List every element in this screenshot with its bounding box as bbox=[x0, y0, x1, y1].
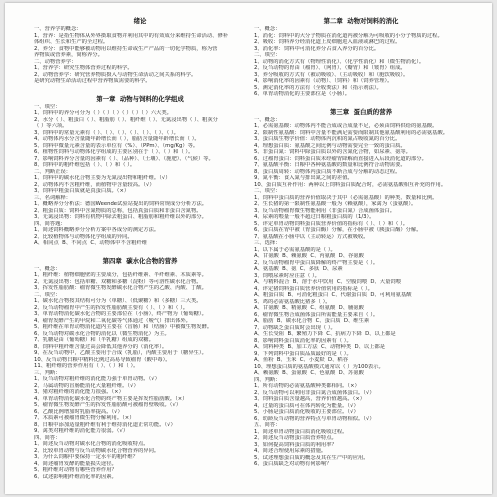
text-line: 2、反刍动物的胃由（瘤胃）、（网胃）、（瓣胃）和（皱胃）组成。 bbox=[254, 65, 406, 71]
text-line: 养物质或营养素，简称养分。 bbox=[34, 52, 103, 58]
text-line: 4、动物体内水分含量随年龄增长而（ ），脂肪含量随年龄增长而（ ）。 bbox=[34, 136, 200, 142]
text-line: 4、简述瘤胃发酵的能量损失途径。 bbox=[34, 460, 117, 467]
text-line: 5、非蛋白氮：饲料中除蛋白质以外的含氮化合物，如尿素、氨等。 bbox=[254, 149, 411, 155]
text-line: 四、简答： bbox=[34, 434, 61, 441]
text-line: 二、填空： bbox=[254, 52, 281, 58]
text-line: 4、尿素的喂量一般不超过日粮粗蛋白质的（1/3）。 bbox=[254, 214, 375, 220]
text-line: 7、氨基酸在小肠中以（主动转运）方式被吸收。 bbox=[254, 233, 369, 240]
text-line: 1、必需氨基酸：动物体内不能合成或合成量不足，必须由饲料供给的氨基酸。 bbox=[254, 123, 438, 129]
chapter-title: 第四章 碳水化合物的营养 bbox=[102, 256, 178, 265]
text-line: 5、测定消化率的方法有（全收粪法）和（指示剂法）。 bbox=[254, 84, 382, 91]
text-line: 1、粗纤维：植物细胞壁的主要成分，包括纤维素、半纤维素、木质素等。 bbox=[34, 272, 207, 278]
text-line: 9、氮平衡：食入氮与排出氮之间的差值。 bbox=[254, 175, 353, 181]
text-line: 一、概念： bbox=[34, 265, 61, 272]
text-line: 4、理想蛋白质：氨基酸之间比例与动物需要完全一致的蛋白质。 bbox=[254, 142, 406, 149]
text-line: 5、瘤胃微生物发酵产生的挥发性脂肪酸可被瘤胃壁吸收。（√） bbox=[34, 402, 182, 408]
text-line: 2、马属动物的盲肠能消化大量粗纤维。（√） bbox=[34, 382, 139, 389]
text-line: A、生长受阻 B、繁殖力下降 C、抗病力下降 D、以上都是 bbox=[254, 331, 396, 337]
text-line: 3、反刍动物瘤胃微生物能利用（非蛋白氮）合成菌体蛋白。 bbox=[254, 207, 396, 214]
text-line: 8、蛋白质周转：动物体内蛋白质不断合成与分解的动态过程。 bbox=[254, 168, 401, 175]
text-line: 2、动物体内不含粗纤维，而植物中含量较高。（√） bbox=[34, 181, 155, 188]
text-line: 6、植物性饲料与动物体化学组成的主要区别在于（ ）、（ ）和（ ）。 bbox=[34, 149, 194, 155]
text-line: 三、选择： bbox=[254, 240, 281, 246]
text-line: 是研究动物生命活动过程中营养物质需要的科学。 bbox=[34, 78, 151, 84]
text-line: 4、评定猪饲料蛋白质营养价值常用的指标是（ ）。 bbox=[254, 285, 373, 292]
chapter-title: 第二章 动物对饲料的消化 bbox=[323, 17, 399, 25]
text-line: 4、简述合理使用尿素的措施。 bbox=[254, 448, 327, 454]
text-line: 8、影响饲料蛋白质消化率的因素有（ ）。 bbox=[254, 337, 352, 344]
text-line: 1、饲料中蛋白质的营养价值取决于其中（必需氨基酸）的种类、数量和比例。 bbox=[254, 194, 438, 201]
text-line: 2、限制性氨基酸：饲料中含量不能满足需要而限制其他氨基酸利用的必需氨基酸。 bbox=[254, 129, 449, 136]
text-line: 1、简述单胃动物蛋白质消化吸收过程。 bbox=[254, 428, 348, 435]
text-line: 4、过量的蛋白质可在体内转化为能量。（√） bbox=[254, 402, 359, 409]
text-line: 10、理想蛋白质的氨基酸模式通常以（ ）为100表示。 bbox=[254, 363, 384, 370]
text-line: 7、影响饲料养分含量的因素有（ ）、（品种）、（土壤）、（施肥）、（气候）等。 bbox=[34, 155, 214, 162]
text-line: A、粗蛋白质 B、可消化粗蛋白 C、代谢蛋白质 D、可利用氨基酸 bbox=[254, 292, 412, 298]
text-line: 8、日粮中添加适量粗纤维有利于维持消化道正常功能。（√） bbox=[34, 421, 176, 428]
text-line: 一、营养学的概念： bbox=[34, 26, 82, 32]
text-line: 1、反刍动物对粗纤维的消化能力强于单胃动物。（√） bbox=[34, 376, 160, 382]
text-line: 1、简述饲料概略养分分析方案中各成分的测定方法。 bbox=[34, 227, 160, 233]
text-line: A、甘氨酸 B、赖氨酸 C、丙氨酸 D、谷氨酸 bbox=[254, 253, 364, 259]
text-line: 1、营养学：研究生物体营养过程的科学。 bbox=[34, 65, 133, 71]
text-line: 10、蛋白质互补作用：两种以上饲料蛋白质配合时，必需氨基酸相互补充的作用。 bbox=[254, 181, 447, 188]
text-line: A、甘氨酸 B、精氨酸 C、组氨酸 D、脯氨酸 bbox=[254, 305, 364, 311]
document-page bbox=[5, 3, 492, 494]
text-line: 2、无氮浸出物：包括单糖、双糖和多糖（淀粉）等可溶性碳水化合物。 bbox=[34, 278, 202, 285]
text-line: 2、比较植物体与动物体化学组成的异同。 bbox=[34, 233, 133, 240]
text-line: 7、动物缺乏蛋白质时会出现（ ）。 bbox=[254, 324, 336, 331]
text-line: 3、蛋白质生物学价值：动物体内沉积的氮占吸收氮的百分比。 bbox=[254, 136, 401, 142]
text-line: 7、氨基酸平衡：日粮中各种氨基酸的数量和比例符合动物需要。 bbox=[254, 162, 406, 168]
text-line: 1、消化：饲料中的大分子物质在消化道内被分解为可吸收的小分子物质的过程。 bbox=[254, 32, 443, 39]
text-line: 6、蛋白质在胃中被（胃蛋白酶）分解，在小肠中被（胰蛋白酶）分解。 bbox=[254, 227, 422, 233]
chapter-section bbox=[34, 257, 246, 481]
text-line: 2、反刍动物瘤胃中蛋白质降解的终产物主要是（ ）。 bbox=[254, 259, 379, 266]
text-line: 8、饲料中粗纤维含量过高会降低其他养分的（消化率）。 bbox=[34, 343, 168, 350]
text-line: 3、饲料蛋白质含量越高，营养价值越高。（×） bbox=[254, 396, 366, 402]
text-line: 5、粗纤维在单胃动物消化道内主要在（盲肠）和（结肠）中被微生物发酵。 bbox=[34, 324, 213, 330]
text-line: 7、木质素可被瘤胃微生物分解利用。（×） bbox=[34, 415, 135, 421]
text-line: 2、简述反刍动物蛋白质营养特点。 bbox=[254, 435, 337, 441]
text-line: 2、反刍动物瘤胃中产生的挥发性脂肪酸主要有（ ）、（ ）和（ ）。 bbox=[34, 304, 189, 311]
text-line: 6、蛋白质缺乏对动物有何影响？ bbox=[254, 461, 332, 467]
text-line: 二、填空： bbox=[254, 188, 281, 194]
text-line: 四、简答题： bbox=[34, 220, 66, 227]
text-line: A、饲料种类 B、加工方法 C、动物种类 D、以上都是 bbox=[254, 344, 386, 350]
text-line: 3、猪对粗纤维的消化能力很强。（×） bbox=[34, 389, 124, 395]
right-column bbox=[254, 17, 468, 489]
text-line: 2、吸收：饲料养分经消化道上皮细胞进入血液或淋巴的过程。 bbox=[254, 39, 401, 45]
text-line: 一、填空： bbox=[34, 103, 61, 110]
text-line: A、鱼粉 B、玉米 C、小麦麸 D、稻谷 bbox=[254, 357, 348, 363]
text-line: 3、饲料中粗蛋白质就是真蛋白质。（×） bbox=[34, 188, 130, 194]
text-line: 1、所有动物的必需氨基酸种类都相同。（×） bbox=[254, 383, 360, 389]
text-line: 3、为什么饲粮中要保持一定水平的粗纤维？ bbox=[34, 454, 139, 460]
text-line: 五、简答： bbox=[254, 422, 281, 428]
text-line: 5、评定单胃动物饲料蛋白质营养价值的指标有（ ）、（ ）和（ ）。 bbox=[254, 220, 409, 227]
text-line: 2、养分：食物中能够被动物用以维持生命或生产产品的一切化学物质，称为营 bbox=[34, 45, 218, 52]
text-line: 9、在反刍动物中，乙酸主要用于合成（乳脂），丙酸主要用于（糖异生）。 bbox=[34, 350, 207, 356]
text-line: 5、试述理想蛋白质的概念及其在生产中的应用。 bbox=[254, 454, 369, 461]
chapter-title: 绪论 bbox=[133, 17, 147, 25]
text-line: 9、禽类对粗纤维的消化能力很弱。（√） bbox=[34, 428, 129, 434]
text-line: 4、影响消化率的因素有（动物）、（饲料）和（饲养管理）。 bbox=[254, 78, 393, 84]
text-line: 1、饲料中的碳水化合物主要为无氮浸出物和粗纤维。（√） bbox=[34, 175, 171, 181]
text-line: 二、填空： bbox=[34, 291, 61, 298]
chapter-section bbox=[254, 108, 468, 468]
text-line: 6、瘤胃微生物合成菌体蛋白所需能量主要来自（ ）。 bbox=[254, 311, 379, 318]
text-line: 三、判断： bbox=[34, 369, 61, 376]
text-line: 8、饲料中的粗纤维包括（ ）、（ ）和（ ）。 bbox=[34, 162, 136, 168]
text-line: 1、以下属于必需氨基酸的是（ ）。 bbox=[254, 246, 336, 253]
text-line: 3、养分吸收的方式有（被动吸收）、（主动吸收）和（胞饮吸收）。 bbox=[254, 71, 409, 78]
text-line: 1、碳水化合物按其结构可分为（单糖）、（低聚糖）和（多糖）三大类。 bbox=[34, 298, 202, 304]
text-line: 1、简述反刍动物对碳水化合物的消化吸收特点。 bbox=[34, 441, 149, 447]
text-line: 4、单胃动物消化碳水化合物的终产物主要是挥发性脂肪酸。（×） bbox=[34, 395, 188, 402]
text-line: A、与精料混合 B、溶于水中饮用 C、空腹饲喂 D、大量饲喂 bbox=[254, 279, 401, 285]
text-line: 3、无氮浸出物：饲料有机物中除去粗蛋白、粗脂肪和粗纤维以外的部分。 bbox=[34, 214, 207, 220]
text-line: 3、如何提高饲料蛋白质的利用率？ bbox=[254, 441, 337, 448]
text-line: 7、乳糖是由（葡萄糖）和（半乳糖）组成的双糖。 bbox=[34, 337, 154, 343]
text-line: 2、粗蛋白质：饲料中含氮物质的总称，包括真蛋白质和非蛋白含氮物。 bbox=[34, 207, 202, 214]
text-line: 1、概略养分分析法：德国Weende试验站提出的饲料常规成分分析方法。 bbox=[34, 201, 208, 207]
text-line: 1、营养：是指生物体从外界摄取食物并利用其中的有效成分来维持生命活动、修补 bbox=[34, 32, 229, 39]
text-line: 一、概念： bbox=[254, 116, 281, 123]
text-line: 6、过瘤胃蛋白：饲料蛋白质未经瘤胃降解而直接进入后段消化道的部分。 bbox=[254, 155, 427, 162]
text-line: 6、乙酸比例增加时乳脂率提高。（√） bbox=[34, 408, 123, 415]
chapter-title: 第三章 蛋白质的营养 bbox=[330, 107, 392, 116]
chapter-section bbox=[254, 17, 468, 98]
chapter-section bbox=[34, 17, 246, 85]
text-line: 四、判断： bbox=[254, 376, 281, 383]
text-line: 6、反刍动物对碳水化合物的消化以（微生物消化）为主。 bbox=[34, 330, 170, 337]
text-line: 11、粗纤维的营养作用有（ ）、（ ）和（ ）。 bbox=[34, 363, 139, 369]
text-line: 6、试述影响粗纤维消化率的因素。 bbox=[34, 473, 117, 480]
text-line: A、脂肪 B、碳水化合物 C、蛋白质 D、维生素 bbox=[254, 318, 370, 324]
text-line: 3、挥发性脂肪酸：瘤胃微生物发酵碳水化合物产生的乙酸、丙酸、丁酸。 bbox=[34, 285, 207, 291]
text-line: 3、饲喂尿素时应注意（ ）。 bbox=[254, 272, 320, 279]
text-line: 二、判断正误： bbox=[34, 168, 72, 175]
text-line: 2、比较单胃动物与反刍动物碳水化合物营养的异同。 bbox=[34, 447, 160, 454]
chapter-section bbox=[34, 95, 246, 247]
text-line: 3、饲料中的常量元素有（ ）、（ ）、（ ）、（ ）、（ ）、（ ）、（ ）。 bbox=[34, 129, 179, 136]
text-line: 一、概念： bbox=[254, 26, 281, 32]
text-line: 1、动物的消化方式有（物理性消化）、（化学性消化）和（微生物消化）。 bbox=[254, 58, 425, 65]
text-line: 2、反刍动物可以利用非蛋白氮合成菌体蛋白。（√） bbox=[254, 389, 375, 396]
text-line: 4、瘤胃发酵产生的甲烷和二氧化碳等气体通过（嗳气）排出体外。 bbox=[34, 317, 191, 324]
left-column bbox=[34, 17, 246, 489]
text-line: （ ）等六项。 bbox=[34, 123, 68, 129]
text-line: 体组织、生长和生产的全过程。 bbox=[34, 39, 109, 45]
text-line: 10、反刍动物日粮中精料比例过高易导致瘤胃（酸中毒）。 bbox=[34, 356, 171, 363]
text-line: A、赖氨酸 B、蛋氨酸 C、色氨酸 D、苏氨酸 bbox=[254, 370, 364, 376]
text-line: 6、单胃动物消化的主要部位是（小肠）。 bbox=[254, 91, 351, 97]
text-line: 3、消化率：饲料中可消化养分占食入养分的百分比。 bbox=[254, 45, 380, 52]
text-line: 2、生长猪的第一限制性氨基酸一般为（赖氨酸），家禽为（蛋氨酸）。 bbox=[254, 201, 417, 207]
text-line: 3、单胃动物消化碳水化合物的主要部位在（小肠），终产物为（葡萄糖）。 bbox=[34, 311, 207, 317]
text-line: A、氨基酸 B、氨 C、多肽 D、尿素 bbox=[254, 266, 343, 272]
text-line: 5、小肠是蛋白质消化吸收的主要部位。（√） bbox=[254, 409, 359, 415]
text-line: 5、鸡的必需氨基酸比猪多（ ）。 bbox=[254, 298, 331, 305]
text-line: 二、动物营养学： bbox=[34, 58, 77, 65]
text-line: A、相同点 B、不同点 C、动物体中不含粗纤维 bbox=[34, 240, 148, 246]
text-line: 三、名词解释： bbox=[34, 194, 72, 201]
text-line: 5、饲料中微量元素含量的表示单位有（%）、（PPm）、（mg/Kg）等。 bbox=[34, 142, 199, 149]
text-line: 9、下列饲料中蛋白质品质最好的是（ ）。 bbox=[254, 350, 352, 357]
text-line: 2、动物营养学：研究营养物质摄入与动物生命活动之间关系的科学。 bbox=[34, 71, 197, 78]
text-line: 5、粗纤维对动物有哪些营养作用？ bbox=[34, 467, 117, 473]
chapter-title: 第一章 动物与饲料的化学组成 bbox=[96, 94, 184, 103]
text-line: 1、饲料中的养分可分为（ ）（ ）（ ）（ ）（ ）（ ）六大类。 bbox=[34, 110, 172, 116]
text-line: 6、幼龄反刍动物的营养特点与单胃动物相似。（√） bbox=[254, 415, 375, 422]
text-line: 2、水分（ ）、粗蛋白（ ）、粗脂肪（ ）、粗纤维（ ）、无氮浸出物（ ）、粗灰分 bbox=[34, 116, 218, 123]
